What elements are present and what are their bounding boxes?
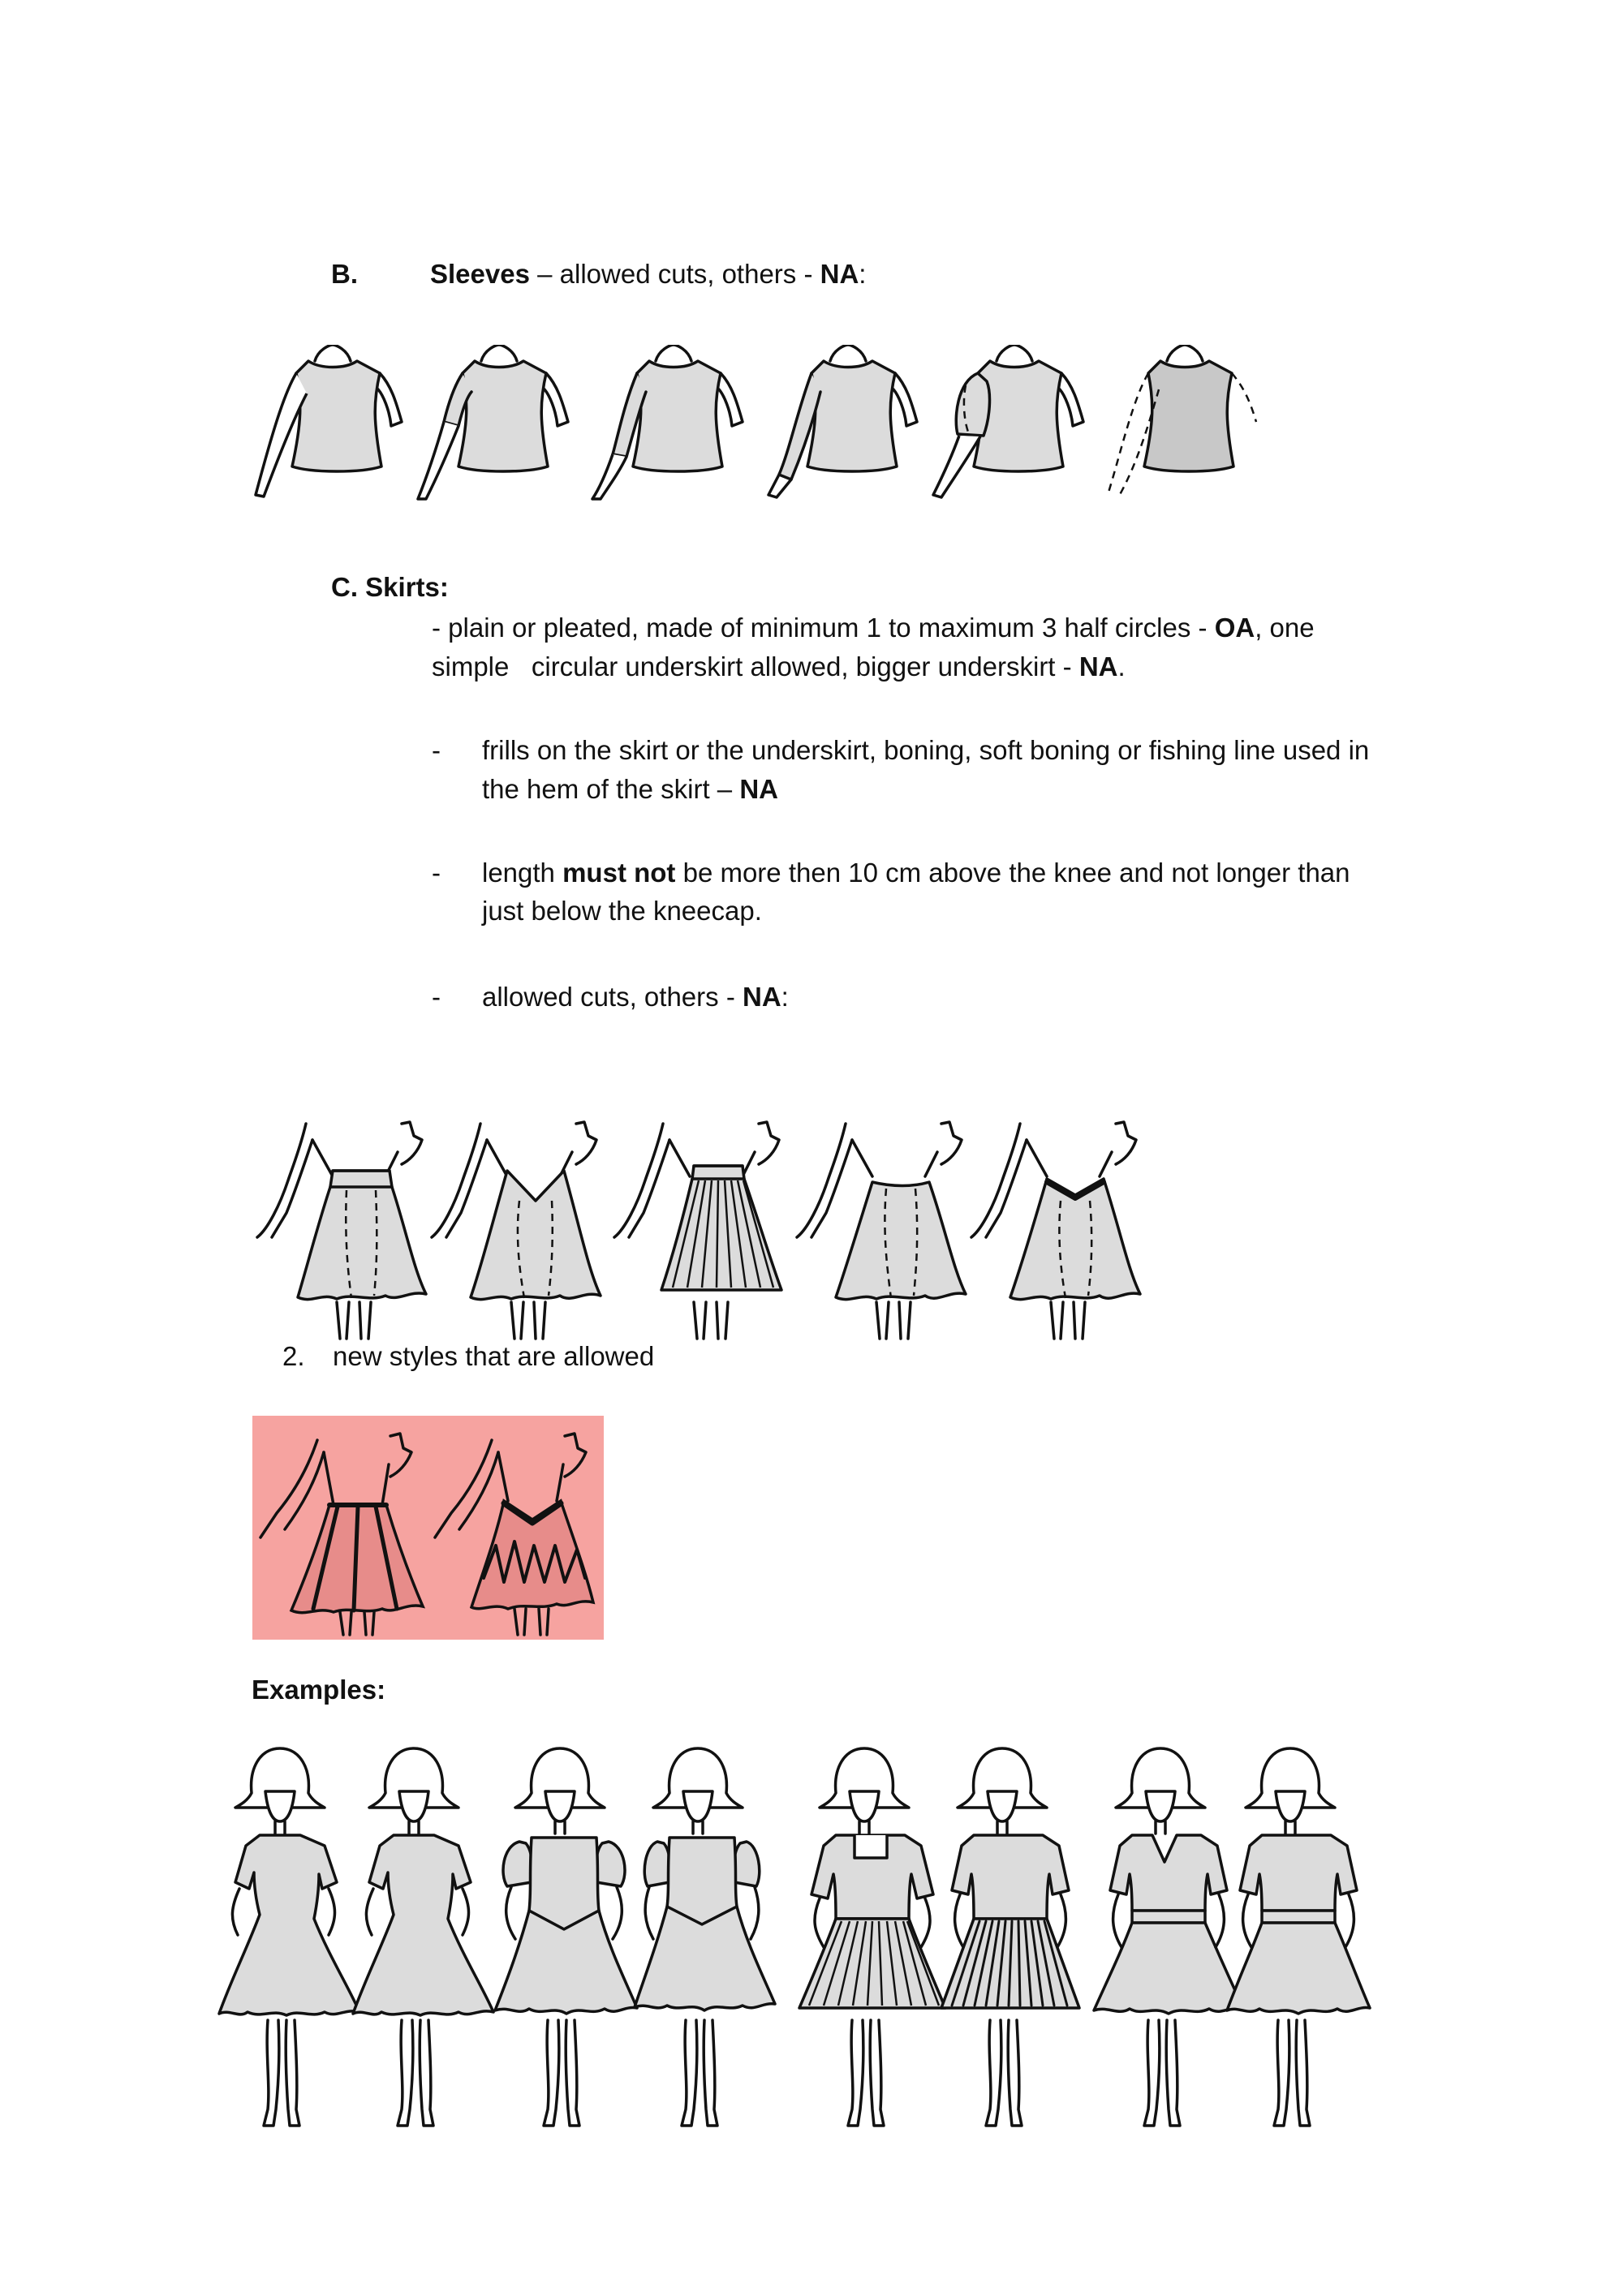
sleeve-cut-2 [418, 345, 568, 499]
examples-illustration [207, 1744, 1375, 2150]
skirt-cut-4 [797, 1122, 966, 1339]
sleeve-cuts-illustration [252, 345, 1282, 507]
skirt-rule-2-line-1: frills on the skirt or the underskirt, boning, soft boning or fishing line used in [482, 735, 1370, 765]
numbered-item-number: 2. [282, 1341, 305, 1371]
new-styles-illustration [252, 1416, 604, 1640]
section-c-title: C. Skirts: [331, 572, 449, 602]
new-allowed-styles-box [252, 1416, 604, 1640]
new-style-2 [435, 1434, 593, 1635]
example-figure-3 [495, 1748, 637, 2126]
skirt-rule-3-line-2: just below the kneecap. [482, 896, 762, 926]
sleeves-label: Sleeves [430, 259, 530, 289]
skirt-rule-1-line-2: simple circular underskirt allowed, bigger underskirt - NA. [432, 651, 1126, 681]
sleeve-cut-3 [592, 345, 743, 499]
new-style-1 [260, 1434, 423, 1635]
numbered-item-text: new styles that are allowed [333, 1341, 655, 1371]
examples-title: Examples: [252, 1675, 386, 1705]
skirt-cut-3 [614, 1122, 781, 1339]
sleeve-cut-4 [768, 345, 917, 497]
sleeve-cut-6 [1108, 345, 1256, 497]
sleeve-cut-5 [933, 345, 1083, 497]
skirt-cut-5 [971, 1122, 1140, 1339]
example-figure-1 [219, 1748, 359, 2126]
example-figure-6 [941, 1748, 1079, 2126]
skirt-cuts-illustration [256, 1116, 1197, 1343]
example-figure-4 [635, 1748, 775, 2126]
sleeve-cut-1 [256, 345, 402, 497]
section-b-letter: B. [331, 259, 358, 289]
section-b-heading: Sleeves – allowed cuts, others - NA: [430, 259, 867, 289]
skirt-rule-3-line-1: length must not be more then 10 cm above the knee and not longer than [482, 858, 1350, 888]
skirt-rule-4-line-1: allowed cuts, others - NA: [482, 982, 789, 1012]
example-figure-8 [1227, 1748, 1370, 2126]
skirt-rule-2-line-2: the hem of the skirt – NA [482, 774, 778, 804]
skirt-cut-1 [257, 1122, 426, 1339]
skirt-cut-2 [432, 1122, 601, 1339]
skirt-rule-3-dash: - [432, 858, 441, 888]
skirt-rule-4-dash: - [432, 982, 441, 1012]
example-figure-2 [353, 1748, 493, 2126]
example-figure-7 [1094, 1748, 1243, 2126]
example-figure-5 [799, 1748, 945, 2126]
skirt-rule-1-line-1: - plain or pleated, made of minimum 1 to maximum 3 half circles - OA, one [432, 613, 1315, 643]
skirt-rule-2-dash: - [432, 735, 441, 765]
